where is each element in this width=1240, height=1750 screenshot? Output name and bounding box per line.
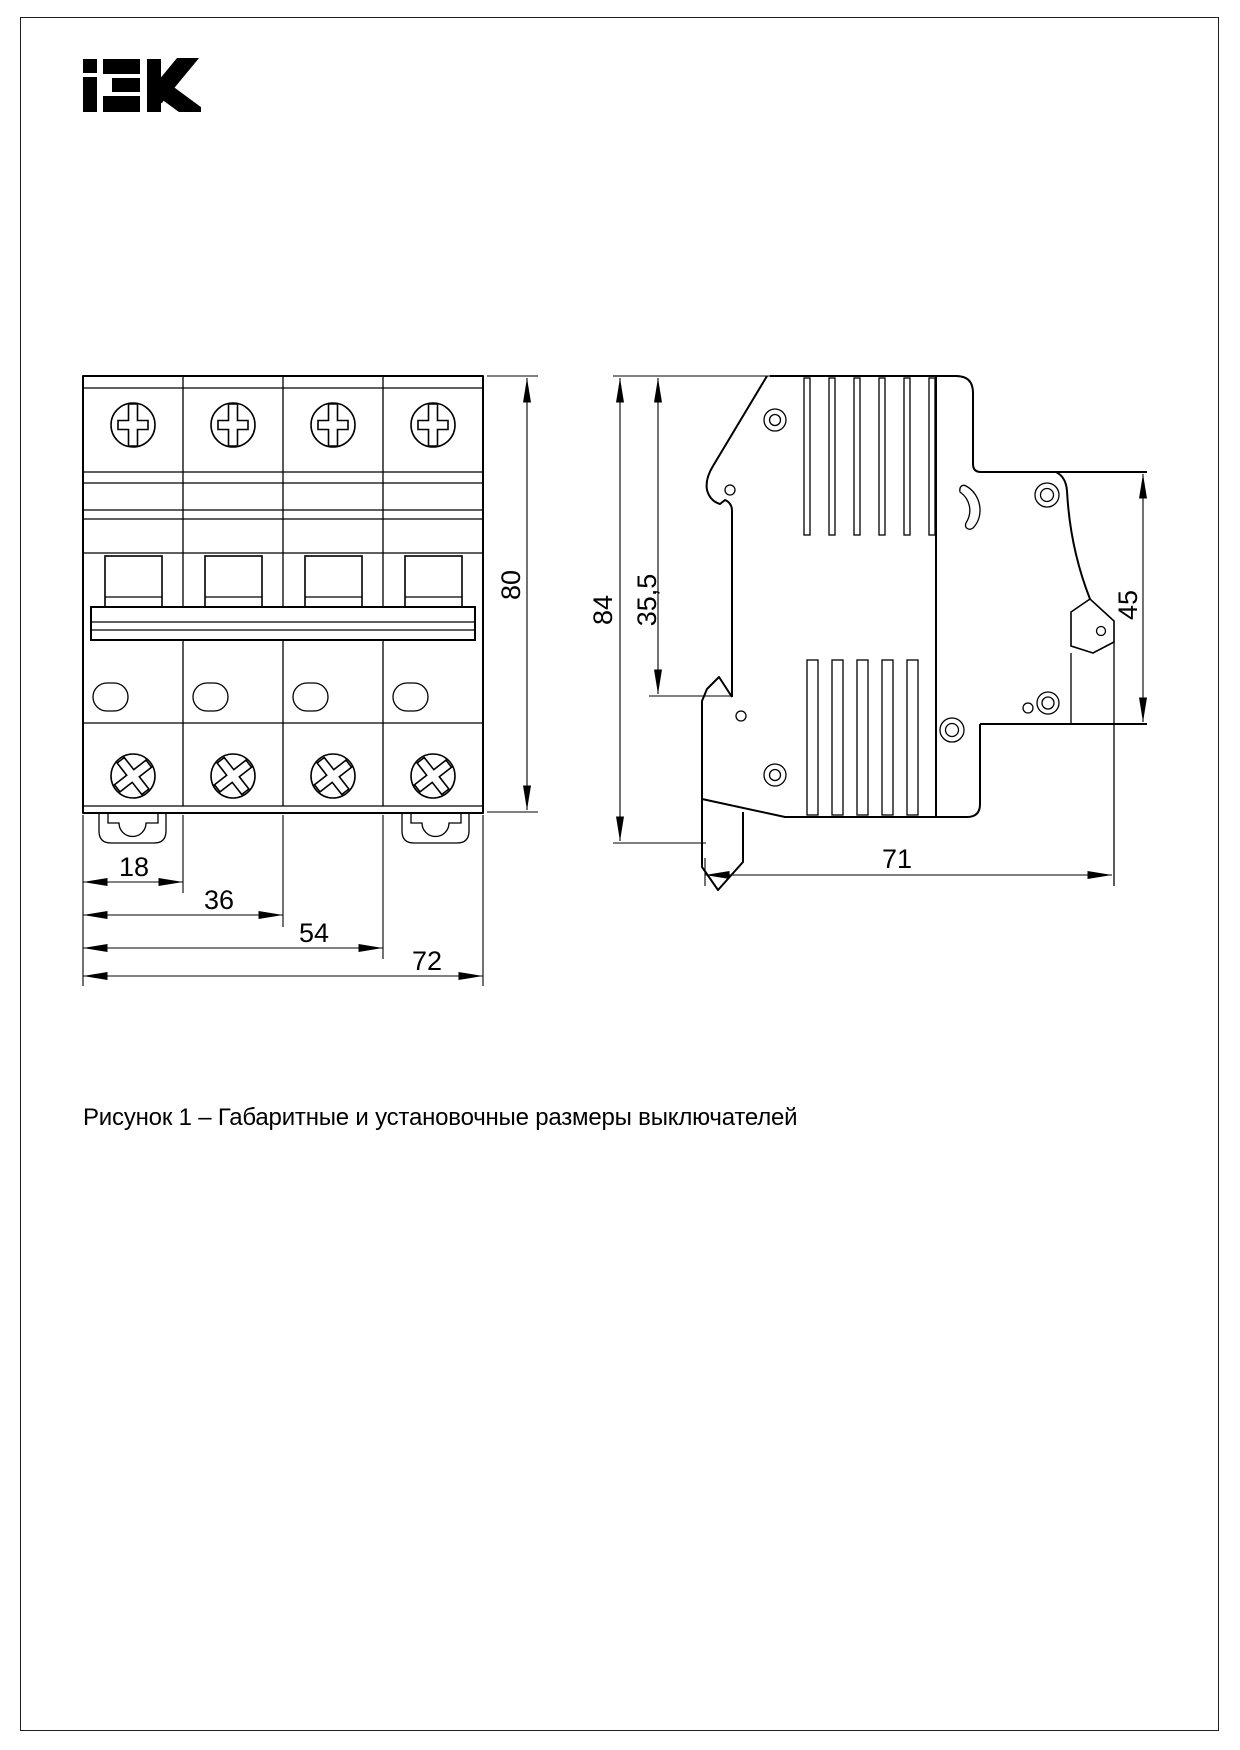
dim-label-36: 36 [203, 885, 235, 915]
dim-label-45: 45 [1113, 589, 1143, 621]
rivets-and-holes [725, 409, 1106, 786]
ventilation-ribs-lower [807, 660, 918, 815]
dim-label-80: 80 [496, 569, 526, 601]
dim-label-18: 18 [118, 852, 150, 882]
front-dimensions [83, 376, 538, 986]
ventilation-ribs-upper [804, 378, 935, 535]
din-clips-front [99, 813, 469, 843]
din-rail-clip-side [702, 677, 743, 890]
front-view [83, 376, 538, 986]
extension-lines-front [83, 376, 538, 986]
dim-label-54: 54 [298, 918, 330, 948]
figure-caption: Рисунок 1 – Габаритные и установочные размеры выключателей [83, 1104, 798, 1131]
extension-lines-side [613, 696, 733, 886]
indicator-windows [93, 683, 428, 711]
side-view [588, 376, 1147, 890]
dim-label-84: 84 [588, 594, 618, 626]
side-dimensions [588, 378, 1143, 886]
dim-label-72: 72 [411, 946, 443, 976]
terminal-latch [1071, 599, 1114, 653]
curved-slot [960, 485, 980, 529]
dim-label-71: 71 [881, 844, 913, 874]
side-body-outline [613, 376, 1147, 890]
handle-crossbar [91, 607, 475, 640]
dim-label-35-5: 35,5 [632, 573, 662, 627]
